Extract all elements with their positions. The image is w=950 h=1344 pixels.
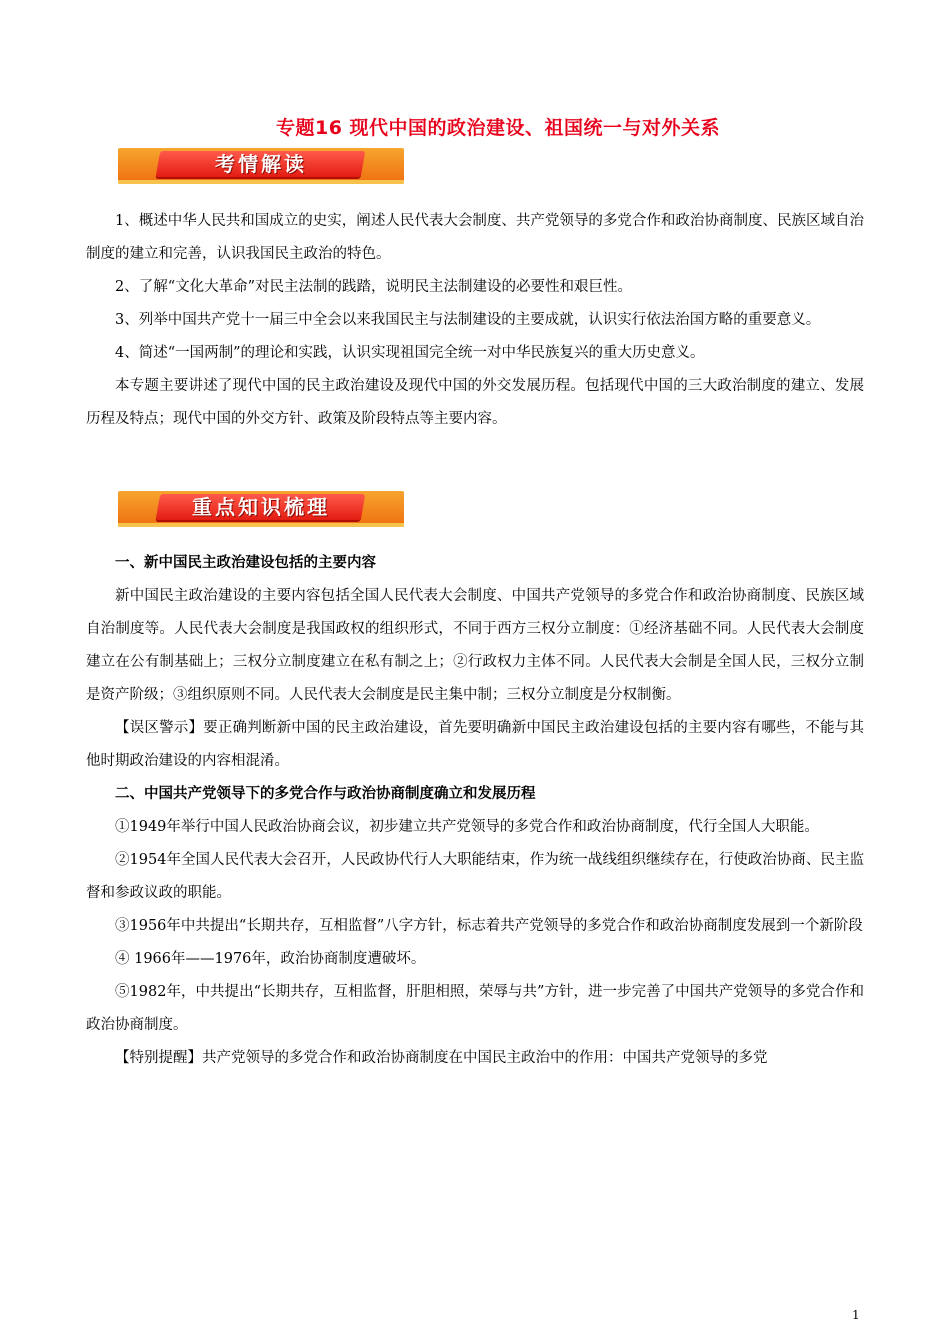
banner-label: 考情解读 bbox=[215, 152, 307, 176]
exam-analysis-section bbox=[86, 205, 864, 436]
paragraph: 新中国民主政治建设的主要内容包括全国人民代表大会制度、中国共产党领导的多党合作和政治协商制度、民族区域自治制度等。人民代表大会制度是我国政权的组织形式，不同于西方三权分立制度：①经济基础不同。人民代表大会制度建立在公有制基础上；三权分立制度建立在私有制之上；②行政权力主体不同。人民代表大会制是全国人民，三权分立制是资产阶级；③组织原则不同。人民代表大会制度是民主集中制；三权分立制度是分权制衡。 bbox=[86, 588, 864, 703]
section-heading: 一、新中国民主政治建设包括的主要内容 bbox=[115, 555, 376, 571]
section-banner-key-knowledge bbox=[118, 491, 404, 527]
section-banner-exam-analysis bbox=[118, 148, 404, 184]
paragraph: ⑤1982年，中共提出“长期共存，互相监督，肝胆相照，荣辱与共”方针，进一步完善了中国共产党领导的多党合作和政治协商制度。 bbox=[86, 984, 864, 1033]
paragraph: 3、列举中国共产党十一届三中全会以来我国民主与法制建设的主要成就，认识实行依法治国方略的重要意义。 bbox=[115, 312, 821, 328]
warning-note: 【误区警示】要正确判断新中国的民主政治建设，首先要明确新中国民主政治建设包括的主要内容有哪些，不能与其他时期政治建设的内容相混淆。 bbox=[86, 720, 864, 769]
reminder-note: 【特别提醒】共产党领导的多党合作和政治协商制度在中国民主政治中的作用：中国共产党领导的多党 bbox=[115, 1050, 768, 1066]
paragraph: ②1954年全国人民代表大会召开，人民政协代行人大职能结束，作为统一战线组织继续存在，行使政治协商、民主监督和参政议政的职能。 bbox=[86, 852, 864, 901]
paragraph: 2、了解“文化大革命”对民主法制的践踏，说明民主法制建设的必要性和艰巨性。 bbox=[115, 279, 633, 295]
page-title: 专题16 现代中国的政治建设、祖国统一与对外关系 bbox=[275, 117, 721, 139]
paragraph: ①1949年举行中国人民政治协商会议，初步建立共产党领导的多党合作和政治协商制度，代行全国人大职能。 bbox=[115, 819, 819, 835]
paragraph: ④ 1966年——1976年，政治协商制度遭破坏。 bbox=[115, 951, 426, 967]
key-knowledge-section bbox=[86, 547, 864, 1075]
paragraph: 本专题主要讲述了现代中国的民主政治建设及现代中国的外交发展历程。包括现代中国的三大政治制度的建立、发展历程及特点；现代中国的外交方针、政策及阶段特点等主要内容。 bbox=[86, 378, 864, 427]
paragraph: 1、概述中华人民共和国成立的史实，阐述人民代表大会制度、共产党领导的多党合作和政治协商制度、民族区域自治制度的建立和完善，认识我国民主政治的特色。 bbox=[86, 213, 864, 262]
paragraph: ③1956年中共提出“长期共存，互相监督”八字方针，标志着共产党领导的多党合作和政治协商制度发展到一个新阶段 bbox=[115, 918, 863, 934]
section-heading: 二、中国共产党领导下的多党合作与政治协商制度确立和发展历程 bbox=[115, 786, 536, 802]
page-number: 1 bbox=[852, 1308, 860, 1322]
banner-label: 重点知识梳理 bbox=[192, 495, 330, 519]
paragraph: 4、简述“一国两制”的理论和实践，认识实现祖国完全统一对中华民族复兴的重大历史意义。 bbox=[115, 345, 705, 361]
